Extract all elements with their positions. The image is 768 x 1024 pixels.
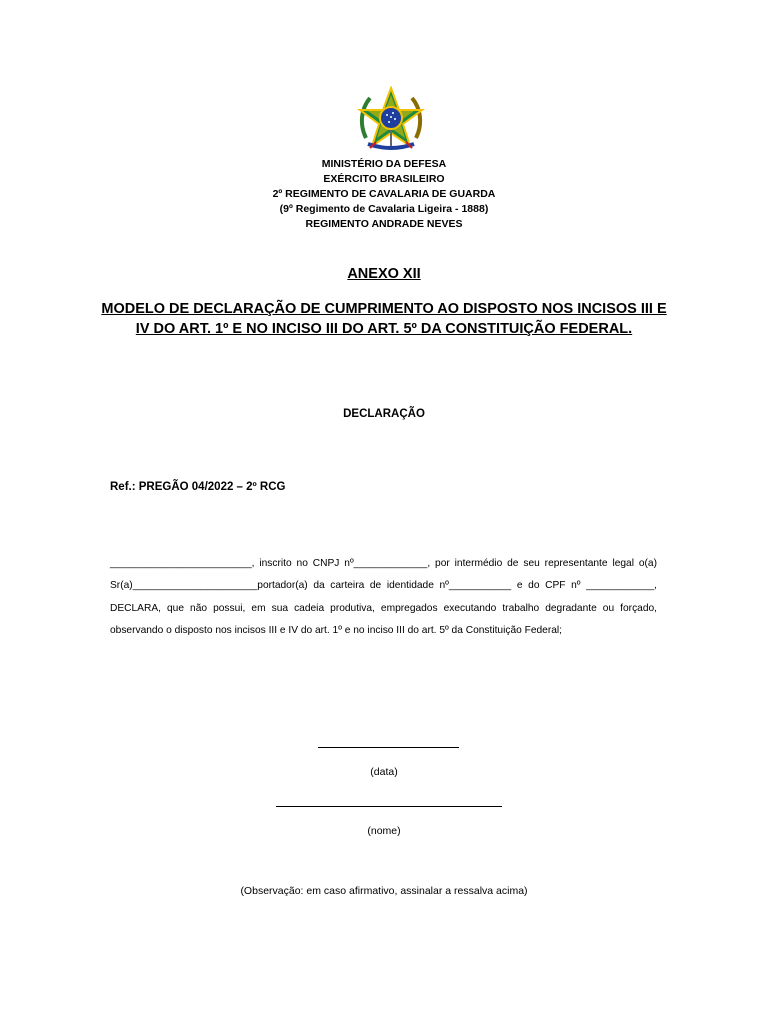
name-label: (nome)	[367, 825, 401, 837]
header-line-regiment: 2º REGIMENTO DE CAVALARIA DE GUARDA	[272, 188, 496, 200]
institution-header	[0, 157, 768, 232]
reference-line: Ref.: PREGÃO 04/2022 – 2º RCG	[110, 481, 286, 493]
header-line-ministry: MINISTÉRIO DA DEFESA	[321, 158, 447, 170]
name-signature-line	[276, 806, 502, 807]
model-title: MODELO DE DECLARAÇÃO DE CUMPRIMENTO AO DISPOSTO NOS INCISOS III E IV DO ART. 1º E NO INCISO III DO ART. 5º DA CONSTITUIÇÃO FEDERAL.	[101, 301, 667, 337]
header-line-former-name: (9º Regimento de Cavalaria Ligeira - 1888)	[279, 203, 489, 215]
observation-note: (Observação: em caso afirmativo, assinalar a ressalva acima)	[240, 885, 528, 897]
section-title: DECLARAÇÃO	[343, 408, 425, 420]
header-line-regiment-name: REGIMENTO ANDRADE NEVES	[305, 218, 463, 230]
date-label: (data)	[370, 766, 398, 778]
coat-of-arms-icon	[356, 86, 426, 152]
header-line-army: EXÉRCITO BRASILEIRO	[323, 173, 445, 185]
date-signature-line	[318, 747, 459, 748]
annex-title: ANEXO XII	[347, 266, 421, 282]
declaration-body: _________________________, inscrito no CNPJ nº_____________, por intermédio de seu representante legal o(a) Sr(a)______________________portador(a) da carteira de identidade nº___________ e do CPF nº ____________, DECLARA, que não possui, em sua cadeia produtiva, empregados executando trabalho degradante ou forçado, observando o disposto nos incisos III e IV do art. 1º e no inciso III do art. 5º da Constituição Federal;	[110, 558, 657, 636]
